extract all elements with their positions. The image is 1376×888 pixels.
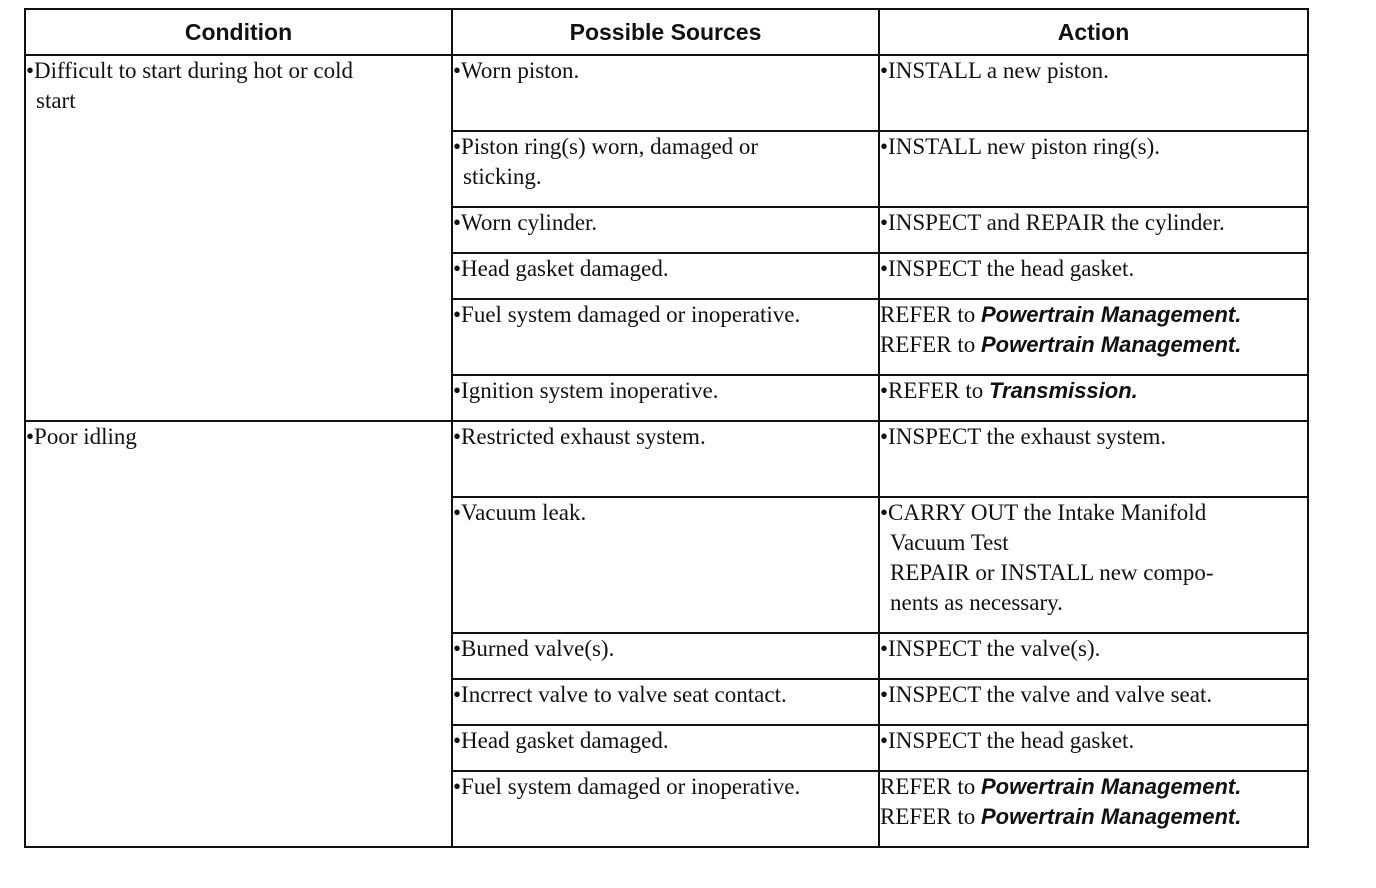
header-row: [25, 9, 1308, 55]
source-cell: [452, 299, 879, 375]
source-text: •Burned valve(s).: [453, 636, 615, 661]
source-cell: [452, 771, 879, 847]
action-text-part: •INSTALL a new piston.: [880, 58, 1109, 83]
action-text-part: •INSTALL new piston ring(s).: [880, 134, 1161, 159]
source-text: •Head gasket damaged.: [453, 256, 669, 281]
action-text-part: REFER to: [880, 774, 981, 799]
source-text: •Worn piston.: [453, 58, 580, 83]
condition-text: •Difficult to start during hot or cold: [26, 58, 354, 83]
action-text-part: •INSPECT and REPAIR the cylinder.: [880, 210, 1225, 235]
action-text: [880, 558, 1307, 588]
reference-link-text: Transmission.: [989, 378, 1138, 403]
reference-link-text: Powertrain Management.: [980, 302, 1242, 327]
action-cell: [879, 375, 1308, 421]
source-cell: [452, 253, 879, 299]
condition-text: start: [36, 88, 76, 113]
reference-link-text: Powertrain Management.: [980, 804, 1242, 829]
diagnosis-table: [24, 8, 1309, 848]
source-text: •Fuel system damaged or inoperative.: [453, 774, 801, 799]
action-text-part: REFER to: [880, 332, 981, 357]
source-cell: [452, 375, 879, 421]
header-possible-sources: Possible Sources: [452, 9, 879, 55]
source-text: •Vacuum leak.: [453, 500, 587, 525]
refer-line: [880, 802, 1307, 832]
action-text: [880, 680, 1307, 710]
action-text: [880, 132, 1307, 162]
action-text: [880, 726, 1307, 756]
source-text: •Incrrect valve to valve seat contact.: [453, 682, 787, 707]
action-cell: [879, 299, 1308, 375]
condition-cell: [25, 55, 452, 421]
action-text: [880, 528, 1307, 558]
action-cell: [879, 679, 1308, 725]
source-cell: [452, 497, 879, 633]
condition-cell: [25, 421, 452, 847]
refer-line: [880, 772, 1307, 802]
action-text-part: •INSPECT the exhaust system.: [880, 424, 1167, 449]
action-cell: [879, 131, 1308, 207]
header-action: Action: [879, 9, 1308, 55]
action-text: [880, 422, 1307, 452]
source-text: •Worn cylinder.: [453, 210, 598, 235]
source-text: •Fuel system damaged or inoperative.: [453, 302, 801, 327]
action-cell: [879, 207, 1308, 253]
source-cell: [452, 55, 879, 131]
condition-text: •Poor idling: [26, 424, 137, 449]
action-text-part: REPAIR or INSTALL new compo-: [890, 560, 1214, 585]
source-cell: [452, 207, 879, 253]
action-cell: [879, 421, 1308, 497]
action-text: [880, 588, 1307, 618]
reference-link-text: Powertrain Management.: [980, 774, 1242, 799]
reference-link-text: Powertrain Management.: [980, 332, 1242, 357]
source-text: •Ignition system inoperative.: [453, 378, 719, 403]
action-text-part: •INSPECT the head gasket.: [880, 256, 1135, 281]
action-text-part: REFER to: [880, 302, 981, 327]
source-text: sticking.: [463, 164, 542, 189]
source-cell: [452, 421, 879, 497]
action-text-part: •INSPECT the head gasket.: [880, 728, 1135, 753]
source-cell: [452, 633, 879, 679]
action-cell: [879, 633, 1308, 679]
source-text: •Restricted exhaust system.: [453, 424, 706, 449]
action-cell: [879, 253, 1308, 299]
action-text: [880, 208, 1307, 238]
action-text: [880, 56, 1307, 86]
action-text-part: REFER to: [880, 804, 981, 829]
action-cell: [879, 725, 1308, 771]
action-text: [880, 254, 1307, 284]
action-text-part: •INSPECT the valve(s).: [880, 636, 1101, 661]
action-cell: [879, 497, 1308, 633]
action-text-part: •CARRY OUT the Intake Manifold: [880, 500, 1207, 525]
action-text-part: Vacuum Test: [890, 530, 1009, 555]
refer-line: [880, 330, 1307, 360]
refer-line: [880, 376, 1307, 406]
table-row: [25, 55, 1308, 131]
source-cell: [452, 679, 879, 725]
action-text-part: •INSPECT the valve and valve seat.: [880, 682, 1213, 707]
header-condition: Condition: [25, 9, 452, 55]
action-text-part: •REFER to: [880, 378, 990, 403]
source-cell: [452, 131, 879, 207]
action-text: [880, 498, 1307, 528]
action-cell: [879, 55, 1308, 131]
action-cell: [879, 771, 1308, 847]
source-text: •Piston ring(s) worn, damaged or: [453, 134, 759, 159]
refer-line: [880, 300, 1307, 330]
table-row: [25, 421, 1308, 497]
action-text-part: nents as necessary.: [890, 590, 1063, 615]
source-cell: [452, 725, 879, 771]
action-text: [880, 634, 1307, 664]
source-text: •Head gasket damaged.: [453, 728, 669, 753]
